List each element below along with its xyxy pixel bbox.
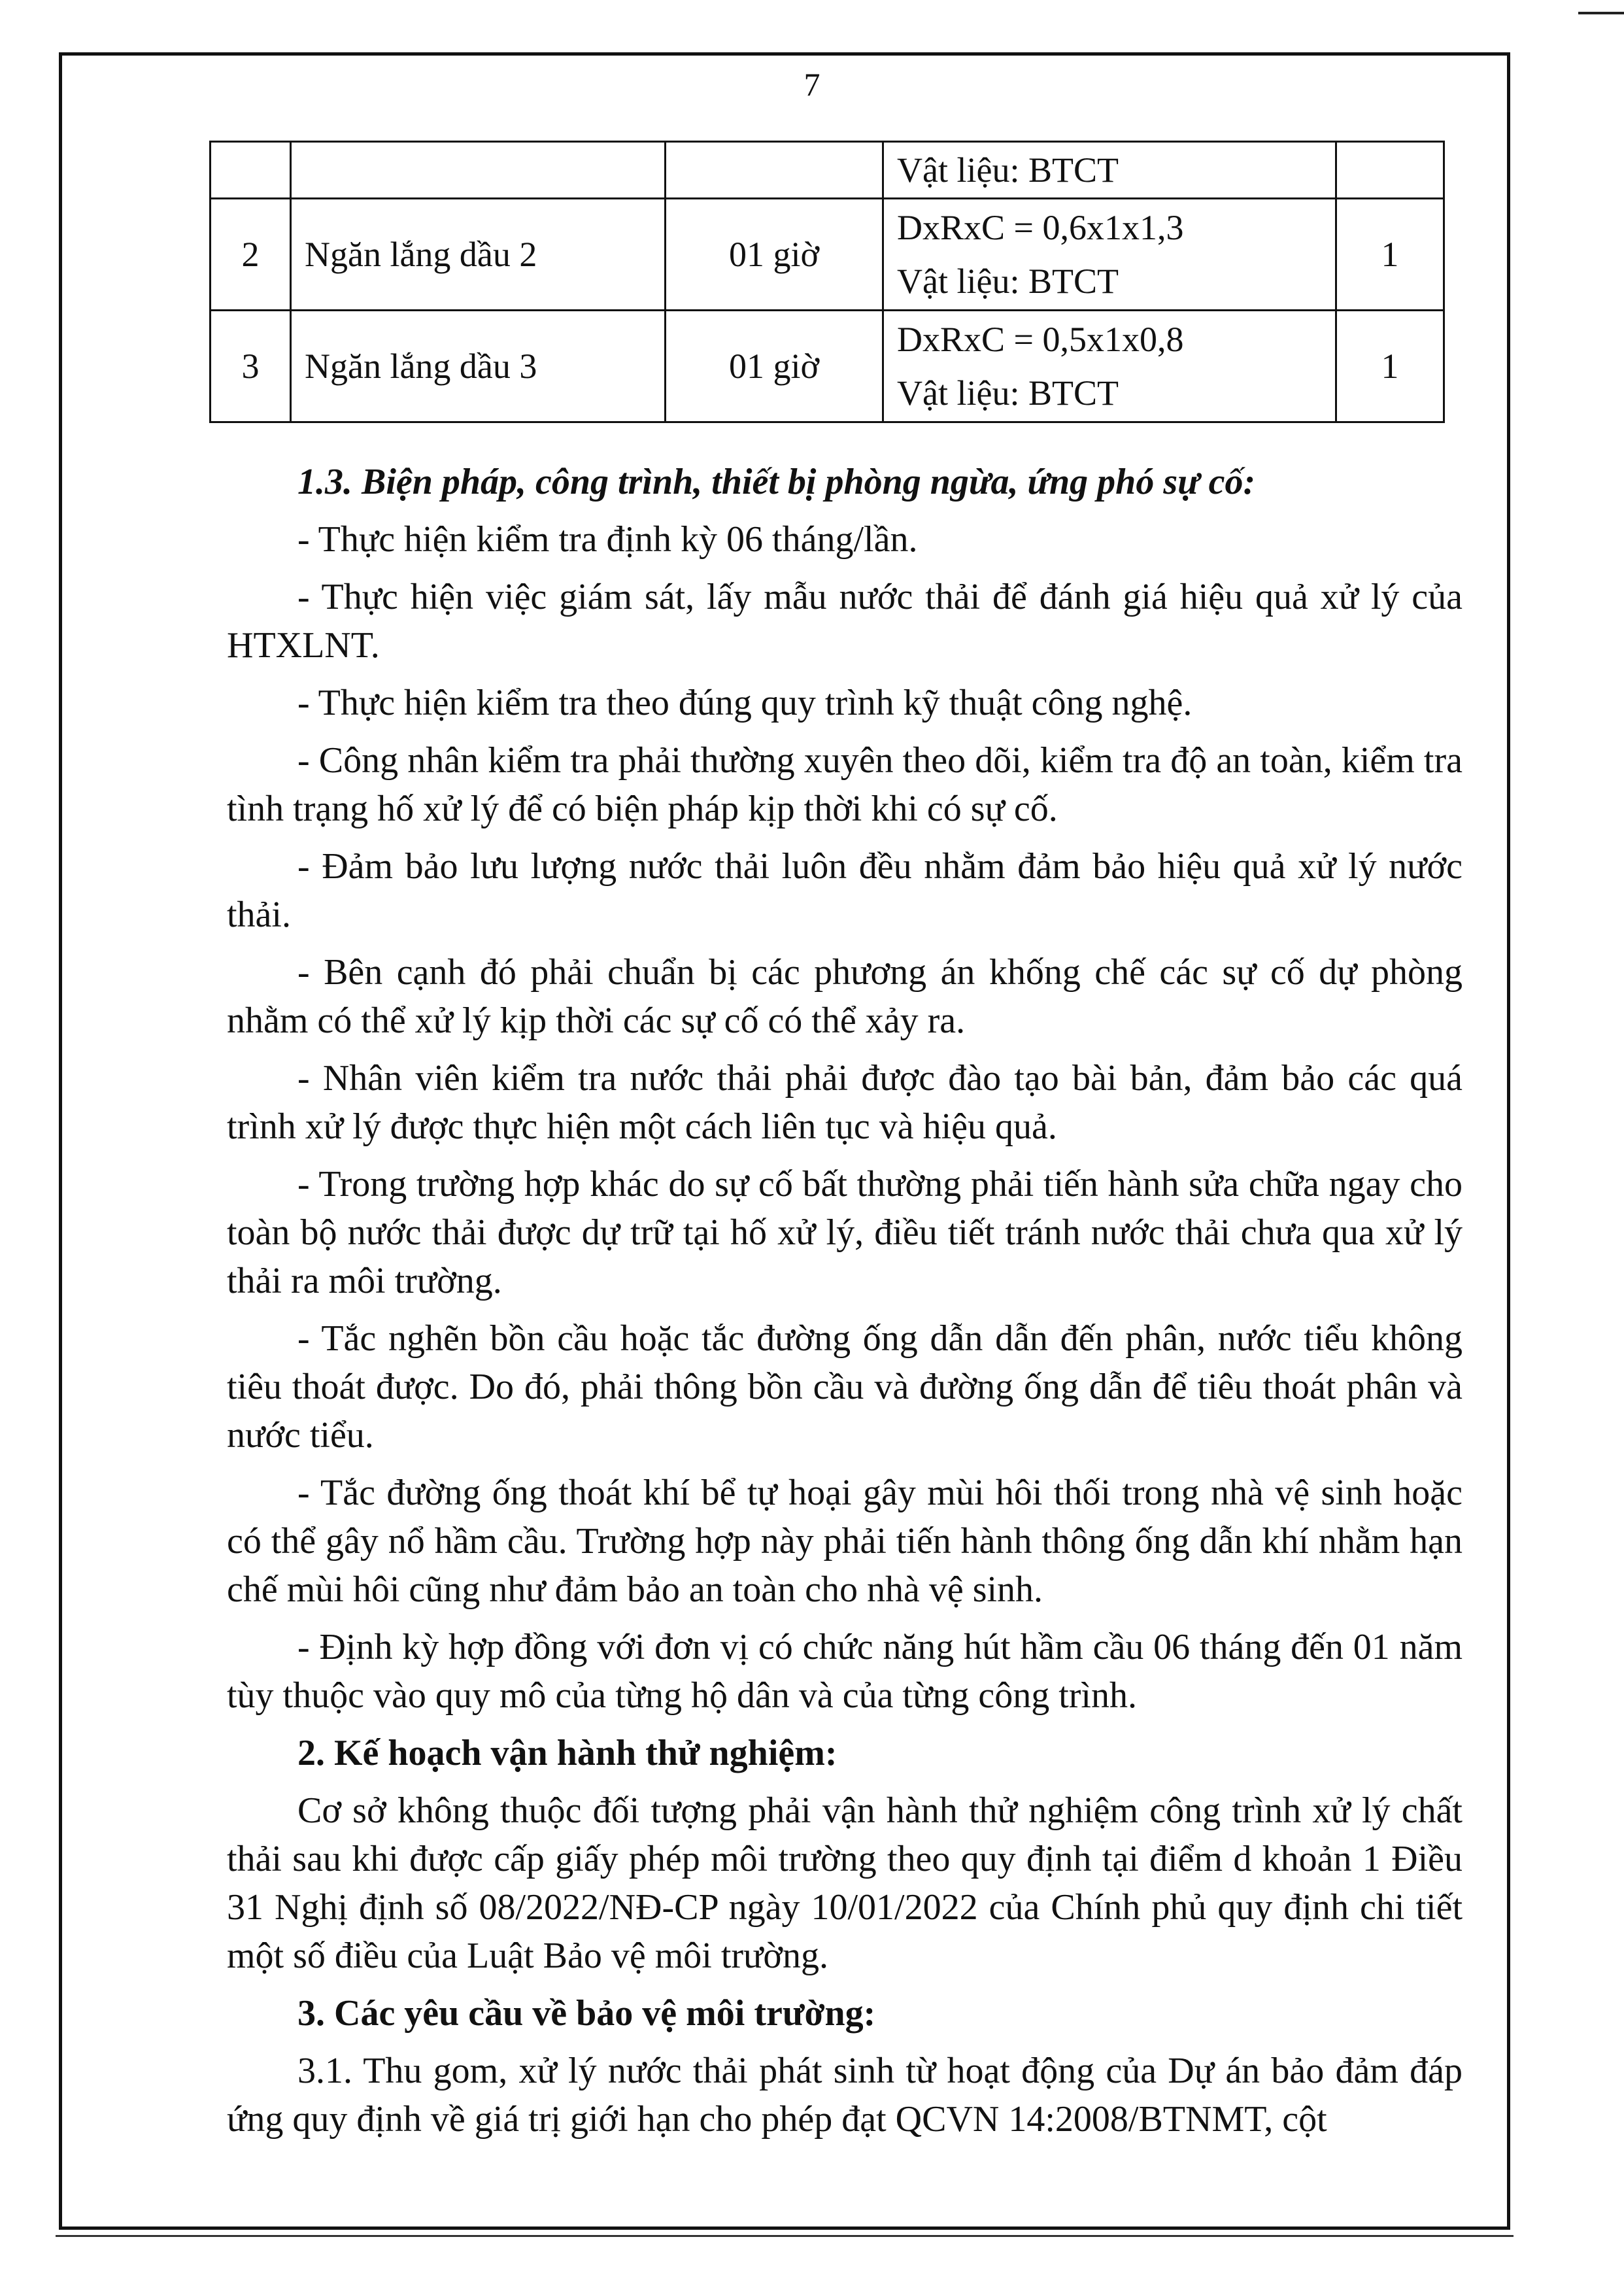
spec-line: Vật liệu: BTCT	[897, 150, 1119, 190]
section-heading-2: 2. Kế hoạch vận hành thử nghiệm:	[297, 1733, 837, 1773]
paragraph: - Tắc đường ống thoát khí bể tự hoại gây mùi hôi thối trong nhà vệ sinh hoặc có thể gây nổ hầm cầu. Trường hợp này phải tiến hành thông ống dẫn khí nhằm hạn chế mùi hôi cũng như đảm bảo an toàn cho nhà vệ sinh.	[227, 1473, 1463, 1610]
item-spec	[883, 142, 1336, 199]
spec-line: DxRxC = 0,6x1x1,3	[897, 208, 1184, 247]
item-quantity	[1336, 142, 1444, 199]
section-heading-1-3: 1.3. Biện pháp, công trình, thiết bị phòng ngừa, ứng phó sự cố:	[297, 462, 1256, 502]
document-body	[227, 458, 1463, 2153]
paragraph: - Nhân viên kiểm tra nước thải phải được đào tạo bài bản, đảm bảo các quá trình xử lý được thực hiện một cách liên tục và hiệu quả.	[227, 1058, 1463, 1147]
row-number: 2	[211, 199, 291, 311]
paragraph: - Trong trường hợp khác do sự cố bất thường phải tiến hành sửa chữa ngay cho toàn bộ nước thải được dự trữ tại hố xử lý, điều tiết tránh nước thải chưa qua xử lý thải ra môi trường.	[227, 1164, 1463, 1301]
retention-time: 01 giờ	[666, 199, 883, 311]
paragraph: - Thực hiện kiểm tra định kỳ 06 tháng/lần.	[297, 519, 918, 560]
table-row	[211, 199, 1444, 311]
paragraph: - Thực hiện kiểm tra theo đúng quy trình kỹ thuật công nghệ.	[297, 683, 1193, 723]
item-name	[291, 142, 666, 199]
page-border-bottom-line	[56, 2235, 1514, 2237]
paragraph: - Thực hiện việc giám sát, lấy mẫu nước thải để đánh giá hiệu quả xử lý của HTXLNT.	[227, 577, 1463, 666]
paragraph: Cơ sở không thuộc đối tượng phải vận hành thử nghiệm công trình xử lý chất thải sau khi được cấp giấy phép môi trường theo quy định tại điểm d khoản 1 Điều 31 Nghị định số 08/2022/NĐ-CP ngày 10/01/2022 của Chính phủ quy định chi tiết một số điều của Luật Bảo vệ môi trường.	[227, 1790, 1463, 1976]
row-number: 3	[211, 311, 291, 422]
item-name: Ngăn lắng dầu 2	[291, 199, 666, 311]
table-row	[211, 142, 1444, 199]
paragraph: - Định kỳ hợp đồng với đơn vị có chức năng hút hầm cầu 06 tháng đến 01 năm tùy thuộc vào quy mô của từng hộ dân và của từng công trình.	[227, 1627, 1463, 1716]
scan-edge-mark	[1578, 12, 1624, 14]
equipment-table	[209, 141, 1445, 423]
retention-time	[666, 142, 883, 199]
item-name: Ngăn lắng dầu 3	[291, 311, 666, 422]
section-heading-3: 3. Các yêu cầu về bảo vệ môi trường:	[297, 1993, 876, 2034]
paragraph: 3.1. Thu gom, xử lý nước thải phát sinh từ hoạt động của Dự án bảo đảm đáp ứng quy định về giá trị giới hạn cho phép đạt QCVN 14:2008/BTNMT, cột	[227, 2051, 1463, 2140]
item-spec	[883, 199, 1336, 311]
retention-time: 01 giờ	[666, 311, 883, 422]
item-spec	[883, 311, 1336, 422]
page-number: 7	[804, 66, 820, 103]
spec-line: Vật liệu: BTCT	[897, 262, 1119, 301]
paragraph: - Bên cạnh đó phải chuẩn bị các phương án khống chế các sự cố dự phòng nhằm có thể xử lý kịp thời các sự cố có thể xảy ra.	[227, 952, 1463, 1041]
paragraph: - Đảm bảo lưu lượng nước thải luôn đều nhằm đảm bảo hiệu quả xử lý nước thải.	[227, 846, 1463, 935]
table-row	[211, 311, 1444, 422]
row-number	[211, 142, 291, 199]
paragraph: - Công nhân kiểm tra phải thường xuyên theo dõi, kiểm tra độ an toàn, kiểm tra tình trạng hố xử lý để có biện pháp kịp thời khi có sự cố.	[227, 740, 1463, 829]
spec-line: Vật liệu: BTCT	[897, 373, 1119, 413]
item-quantity: 1	[1336, 199, 1444, 311]
item-quantity: 1	[1336, 311, 1444, 422]
paragraph: - Tắc nghẽn bồn cầu hoặc tắc đường ống dẫn dẫn đến phân, nước tiểu không tiêu thoát được. Do đó, phải thông bồn cầu và đường ống dẫn để tiêu thoát phân và nước tiểu.	[227, 1318, 1463, 1456]
spec-line: DxRxC = 0,5x1x0,8	[897, 320, 1184, 359]
